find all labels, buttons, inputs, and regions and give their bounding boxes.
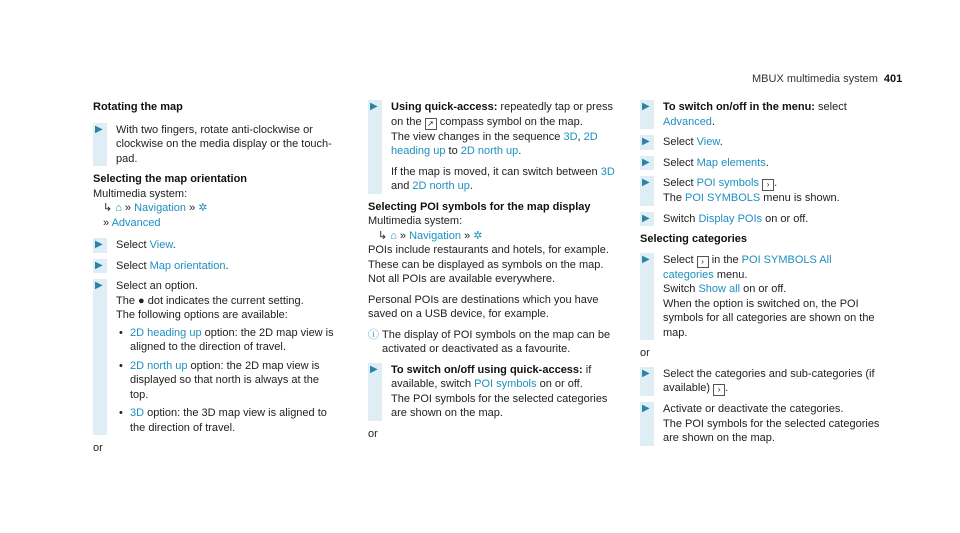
chevron-right-icon: ›	[762, 179, 774, 191]
link-map-orientation[interactable]: Map orientation	[149, 259, 226, 272]
chevron-icon: »	[124, 202, 131, 214]
menu-path	[368, 229, 620, 244]
paragraph: POIs include restaurants and hotels, for example. These can be displayed as symbols on the map. Not all POIs are available everywhere.	[368, 244, 609, 285]
or-label: or	[368, 427, 378, 440]
step-quick-access: ▶ Using quick-access: repeatedly tap or press on the ➚ compass symbol on the map. The view changes in the sequence 3D, 2D heading up to 2D north up. If the map is moved, it can switch between 3D and 2D north up.	[370, 101, 615, 192]
step-display-pois: ▶ Switch Display POIs on or off.	[642, 212, 809, 225]
page-header	[752, 73, 902, 85]
chevron-right-icon: ›	[713, 384, 725, 396]
multimedia-label: Multimedia system:	[93, 187, 188, 200]
or-label: or	[640, 347, 650, 359]
step-select-categories: ▶ Select the categories and sub-categories (if available) › .	[642, 367, 875, 394]
arrow-icon: ▶	[642, 177, 650, 188]
arrow-icon: ▶	[642, 367, 650, 379]
multimedia-label: Multimedia system:	[368, 215, 463, 227]
step-menu: ▶ To switch on/off in the menu: select Advanced.	[642, 101, 847, 128]
section-title-categories: Selecting categories	[640, 233, 747, 245]
arrow-icon: ▶	[370, 363, 378, 375]
list-item: • 3D option: the 3D map view is aligned to the direction of travel.	[119, 407, 327, 434]
arrow-icon: ▶	[642, 136, 650, 147]
step-select-view: ▶ Select View.	[95, 239, 176, 251]
chevron-right-icon: ›	[697, 256, 709, 268]
arrow-icon: ▶	[642, 156, 650, 168]
return-arrow-icon: ↳	[378, 229, 388, 242]
link-navigation[interactable]: Navigation	[134, 202, 187, 214]
step-map-elements: ▶ Select Map elements.	[642, 156, 769, 169]
or-label: or	[93, 442, 103, 454]
column-2	[368, 100, 620, 447]
section-title-orientation: Selecting the map orientation	[93, 173, 248, 185]
section-title-rotating: Rotating the map	[93, 101, 183, 113]
home-icon: ⌂	[390, 229, 397, 242]
menu-path	[93, 201, 338, 230]
step-poi-symbols: ▶ Select POI symbols › . The POI SYMBOLS menu is shown.	[642, 177, 840, 204]
paragraph: Personal POIs are destinations which you have saved on a USB device, for example.	[368, 293, 599, 320]
arrow-icon: ▶	[642, 101, 650, 112]
step-select-orientation: ▶ Select Map orientation.	[95, 259, 229, 272]
arrow-icon: ▶	[370, 101, 378, 112]
step-all-categories: ▶ Select › in the POI SYMBOLS All categories menu. Switch Show all on or off. When the option is switched on, the POI symbols for all categories are shown on the map.	[642, 253, 875, 339]
link-advanced[interactable]: Advanced	[111, 216, 161, 229]
arrow-icon: ▶	[95, 259, 103, 271]
compass-icon: ➚	[425, 118, 437, 130]
home-icon: ⌂	[115, 202, 122, 214]
list-item: • 2D heading up option: the 2D map view is aligned to the direction of travel.	[119, 326, 334, 353]
step-rotate	[93, 123, 338, 167]
step-select-option: ▶ Select an option. The ● dot indicates the current setting. The following options are available: • 2D heading up option: the 2D map view is aligned to the direction of travel. • 2D north up option: the 2D map view is displayed so that north is always at the top. • 3D option: the 3D map view is aligned to the direction of travel.	[93, 279, 338, 435]
info-icon: ⓘ	[368, 328, 379, 341]
column-1	[93, 100, 338, 462]
settings-icon: ✲	[473, 229, 483, 242]
arrow-icon: ▶	[95, 239, 103, 250]
list-item: • 2D north up option: the 2D map view is displayed so that north is always at the top.	[119, 359, 320, 401]
settings-icon: ✲	[198, 202, 208, 214]
chevron-icon: »	[464, 229, 471, 242]
chevron-icon: »	[103, 216, 110, 229]
return-arrow-icon: ↳	[103, 202, 113, 214]
section-title-poi: Selecting POI symbols for the map display	[368, 200, 591, 213]
header-title: MBUX multimedia system	[752, 73, 878, 85]
arrow-icon: ▶	[642, 403, 650, 414]
step-text: With two fingers, rotate anti-clockwise or clockwise on the media display or the touch-pad.	[116, 123, 332, 165]
step-activate: ▶ Activate or deactivate the categories. The POI symbols for the selected categories are shown on the map.	[642, 403, 880, 444]
step-view: ▶ Select View.	[642, 136, 723, 148]
chevron-icon: »	[399, 229, 406, 242]
step-switch-quick: ▶ To switch on/off using quick-access: if available, switch POI symbols on or off. The POI symbols for the selected categories are shown on the map.	[370, 363, 608, 419]
page-number: 401	[883, 73, 903, 85]
column-3	[640, 100, 880, 452]
arrow-icon: ▶	[642, 253, 650, 265]
link-navigation[interactable]: Navigation	[409, 229, 462, 242]
info-note: ⓘ The display of POI symbols on the map can be activated or deactivated as a favourite.	[368, 328, 611, 355]
arrow-icon: ▶	[642, 212, 650, 224]
arrow-icon: ▶	[95, 123, 103, 135]
chevron-icon: »	[189, 202, 196, 214]
arrow-icon: ▶	[95, 280, 103, 291]
link-view[interactable]: View	[149, 239, 173, 251]
